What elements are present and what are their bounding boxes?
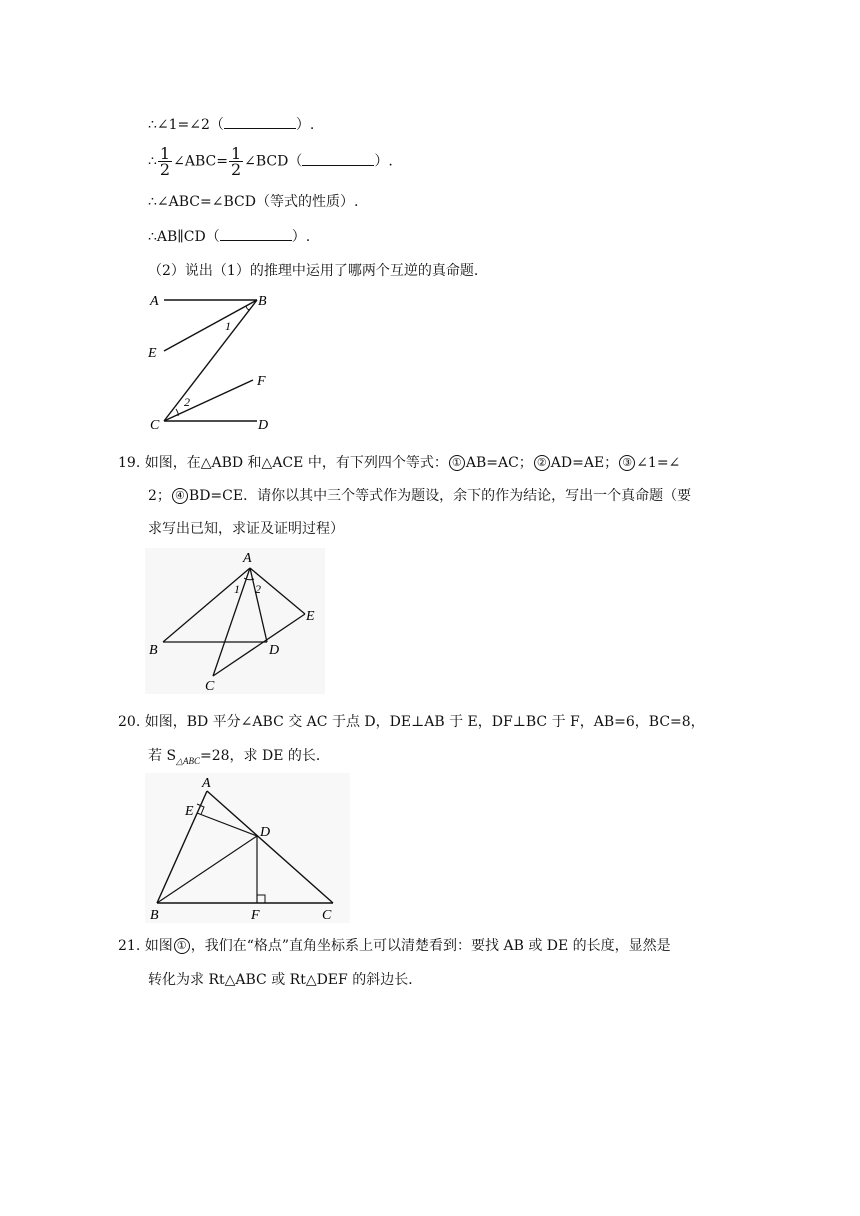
q20-subscript: △ABC xyxy=(176,755,200,766)
q20-line2 xyxy=(148,745,330,767)
q20-text-2b: =28，求 DE 的长． xyxy=(199,748,330,764)
q19-fig-label-d: D xyxy=(269,643,280,658)
q21-line2: 转化为求 Rt△ABC 或 Rt△DEF 的斜边长． xyxy=(148,972,423,988)
q18-line4-end: ）. xyxy=(291,229,311,245)
q18-line4-text: ∴AB∥CD（ xyxy=(148,229,220,245)
q18-line2-mid2: ∠BCD（ xyxy=(244,153,303,170)
q20-text-2a: 若 S xyxy=(148,748,177,764)
q20-fig-label-e: E xyxy=(185,804,194,819)
q20-number: 20. xyxy=(118,714,141,730)
q19-line1 xyxy=(118,452,680,472)
q18-fig-label-e: E xyxy=(148,346,157,361)
q18-part2: （2）说出（1）的推理中运用了哪两个互逆的真命题. xyxy=(148,263,479,279)
q19-text-c: AD=AE； xyxy=(550,455,619,471)
q18-fig-label-b: B xyxy=(258,294,267,309)
fraction-numerator: 1 xyxy=(230,144,242,163)
q19-fig-label-c: C xyxy=(205,679,215,694)
q19-text-b: AB=AC； xyxy=(465,455,533,471)
q20-line1 xyxy=(118,711,705,731)
q19-text-e: 2； xyxy=(148,488,171,504)
circled-number-1: ① xyxy=(174,938,190,954)
q20-fig-label-c: C xyxy=(322,908,332,923)
q19-line2 xyxy=(148,485,691,505)
q19-figure xyxy=(145,548,325,694)
q21-text-1a: 如图 xyxy=(144,938,173,954)
q18-fig-label-c: C xyxy=(150,418,160,433)
q18-line1-text: ∴∠1=∠2（ xyxy=(148,117,224,133)
q19-fig-label-b: B xyxy=(149,643,158,658)
q18-fig-label-angle2: 2 xyxy=(184,395,190,409)
q18-figure xyxy=(140,288,290,436)
q21-text-1b: ，我们在“格点”直角坐标系上可以清楚看到：要找 AB 或 DE 的长度，显然是 xyxy=(190,938,671,954)
q18-line2 xyxy=(148,146,393,177)
circled-number-2: ② xyxy=(534,455,550,471)
q19-line3: 求写出已知，求证及证明过程） xyxy=(148,521,344,537)
q20-fig-label-a: A xyxy=(202,776,211,791)
q19-fig-label-e: E xyxy=(306,609,315,624)
q18-fig-label-d: D xyxy=(258,418,269,433)
q18-line3: ∴∠ABC=∠BCD（等式的性质）. xyxy=(148,194,359,210)
fraction-numerator: 1 xyxy=(159,144,171,163)
q19-text-f: BD=CE．请你以其中三个等式作为题设，余下的作为结论，写出一个真命题（要 xyxy=(188,488,692,504)
q20-fig-label-f: F xyxy=(251,908,260,923)
q18-line4 xyxy=(148,226,310,246)
circled-number-1: ① xyxy=(449,455,465,471)
q21-number: 21. xyxy=(118,938,141,954)
circled-number-3: ③ xyxy=(619,455,635,471)
q20-fig-label-b: B xyxy=(150,908,159,923)
q18-line2-therefore: ∴ xyxy=(148,153,157,170)
q18-fig-label-angle1: 1 xyxy=(225,319,231,333)
q20-fig-label-d: D xyxy=(260,825,271,840)
q20-text-1: 如图，BD 平分∠ABC 交 AC 于点 D，DE⊥AB 于 E，DF⊥BC 于 F，AB=6，BC=8， xyxy=(144,714,705,730)
answer-blank-2[interactable] xyxy=(302,153,374,166)
fraction-half-1 xyxy=(158,146,172,177)
q18-line2-end: ）. xyxy=(374,153,393,170)
answer-blank-3[interactable] xyxy=(220,228,292,241)
q20-figure xyxy=(145,773,350,923)
circled-number-4: ④ xyxy=(172,488,188,504)
q18-line2-mid: ∠ABC= xyxy=(173,153,228,170)
q19-fig-label-angle2: 2 xyxy=(255,582,261,596)
q19-text-d: ∠1=∠ xyxy=(636,455,681,471)
q19-text-a: 如图，在△ABD 和△ACE 中，有下列四个等式： xyxy=(144,455,448,471)
q21-line1 xyxy=(118,935,671,955)
answer-blank-1[interactable] xyxy=(224,116,296,129)
q19-number: 19. xyxy=(118,455,141,471)
q18-line1-end: ）. xyxy=(295,117,315,133)
fraction-half-2 xyxy=(229,146,243,177)
fraction-denominator: 2 xyxy=(230,160,242,179)
q19-fig-label-a: A xyxy=(243,551,252,566)
q18-fig-label-a: A xyxy=(150,294,159,309)
q18-line1 xyxy=(148,114,314,134)
fraction-denominator: 2 xyxy=(159,160,171,179)
q18-fig-label-f: F xyxy=(257,374,266,389)
q19-fig-label-angle1: 1 xyxy=(234,582,240,596)
